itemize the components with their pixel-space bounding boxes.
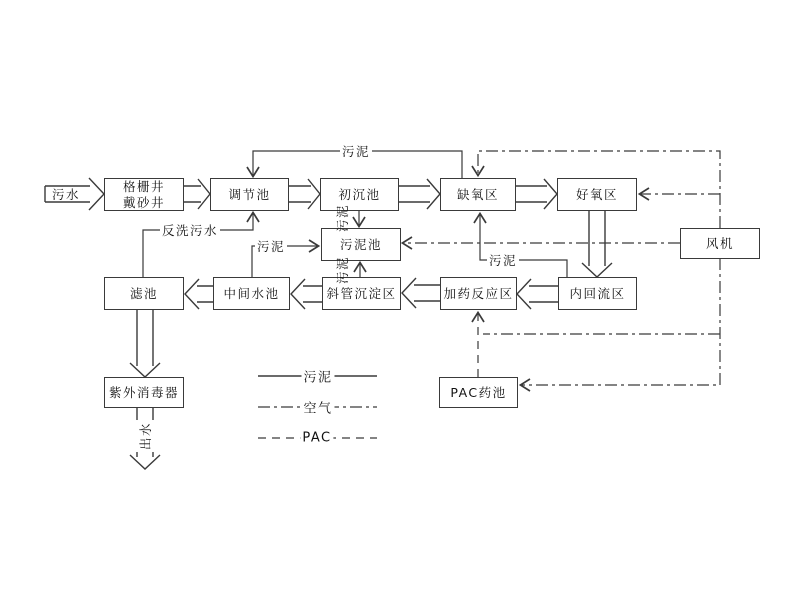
box-anoxic-zone bbox=[440, 178, 516, 211]
label-sludge-intermediate: 污泥 bbox=[256, 239, 286, 254]
label-outflow: 出水 bbox=[138, 421, 153, 451]
label-inflow: 污水 bbox=[51, 187, 81, 202]
box-intermediate-tank-label: 中间水池 bbox=[223, 285, 280, 301]
main-flow-block-arrows bbox=[45, 178, 612, 469]
flow-arrow-dosing-to-inclined bbox=[402, 278, 440, 308]
label-sludge-reflux: 污泥 bbox=[488, 253, 518, 268]
label-sludge-primary-vertical: 污泥 bbox=[335, 203, 350, 233]
box-regulating-tank bbox=[210, 178, 289, 211]
box-filter-tank bbox=[104, 277, 184, 310]
box-screen-grit-well bbox=[104, 178, 184, 211]
box-pac-tank bbox=[439, 377, 518, 408]
legend-label-air: 空气 bbox=[301, 398, 334, 417]
box-primary-sedimentation-tank bbox=[320, 178, 399, 211]
box-anoxic-zone-label: 缺氧区 bbox=[456, 186, 499, 202]
box-fan-label: 风机 bbox=[705, 235, 734, 251]
box-pac-tank-label: PAC药池 bbox=[450, 384, 507, 400]
box-fan bbox=[680, 228, 760, 259]
box-dosing-reaction-label: 加药反应区 bbox=[443, 285, 514, 301]
flow-arrow-intermediate-to-filter bbox=[185, 279, 213, 309]
box-filter-tank-label: 滤池 bbox=[129, 285, 158, 301]
box-internal-reflux-zone bbox=[558, 277, 637, 310]
box-uv-disinfector-label: 紫外消毒器 bbox=[108, 384, 179, 400]
box-aerobic-zone bbox=[557, 178, 637, 211]
flow-arrow-filter-to-uv bbox=[130, 309, 160, 377]
box-inclined-tube-label: 斜管沉淀区 bbox=[326, 285, 397, 301]
box-screen-grit-well-line2: 戴砂井 bbox=[122, 194, 165, 210]
flow-arrow-reflux-to-dosing bbox=[517, 279, 558, 309]
flow-arrow-primary-to-anoxic bbox=[398, 179, 440, 209]
label-backwash: 反洗污水 bbox=[161, 223, 219, 238]
box-dosing-reaction-zone bbox=[440, 277, 517, 310]
label-sludge-top-return: 污泥 bbox=[341, 144, 371, 159]
flow-arrow-grit-to-regulating bbox=[184, 179, 210, 209]
legend-label-pac: PAC bbox=[302, 430, 332, 446]
flow-arrow-anoxic-to-aerobic bbox=[516, 179, 557, 209]
flow-arrow-regulating-to-primary bbox=[289, 179, 320, 209]
box-aerobic-zone-label: 好氧区 bbox=[575, 186, 618, 202]
box-sludge-tank-label: 污泥池 bbox=[339, 236, 382, 252]
box-uv-disinfector bbox=[104, 377, 184, 408]
box-intermediate-tank bbox=[213, 277, 290, 310]
label-sludge-inclined-vertical: 污泥 bbox=[335, 255, 350, 285]
box-primary-sedimentation-label: 初沉池 bbox=[338, 186, 381, 202]
box-internal-reflux-label: 内回流区 bbox=[569, 285, 626, 301]
legend-label-sludge: 污泥 bbox=[301, 367, 334, 386]
flow-arrow-inclined-to-intermediate bbox=[291, 279, 322, 309]
box-screen-grit-well-line1: 格栅井 bbox=[122, 178, 165, 194]
box-regulating-tank-label: 调节池 bbox=[228, 186, 271, 202]
flow-arrow-aerobic-to-reflux bbox=[582, 211, 612, 277]
